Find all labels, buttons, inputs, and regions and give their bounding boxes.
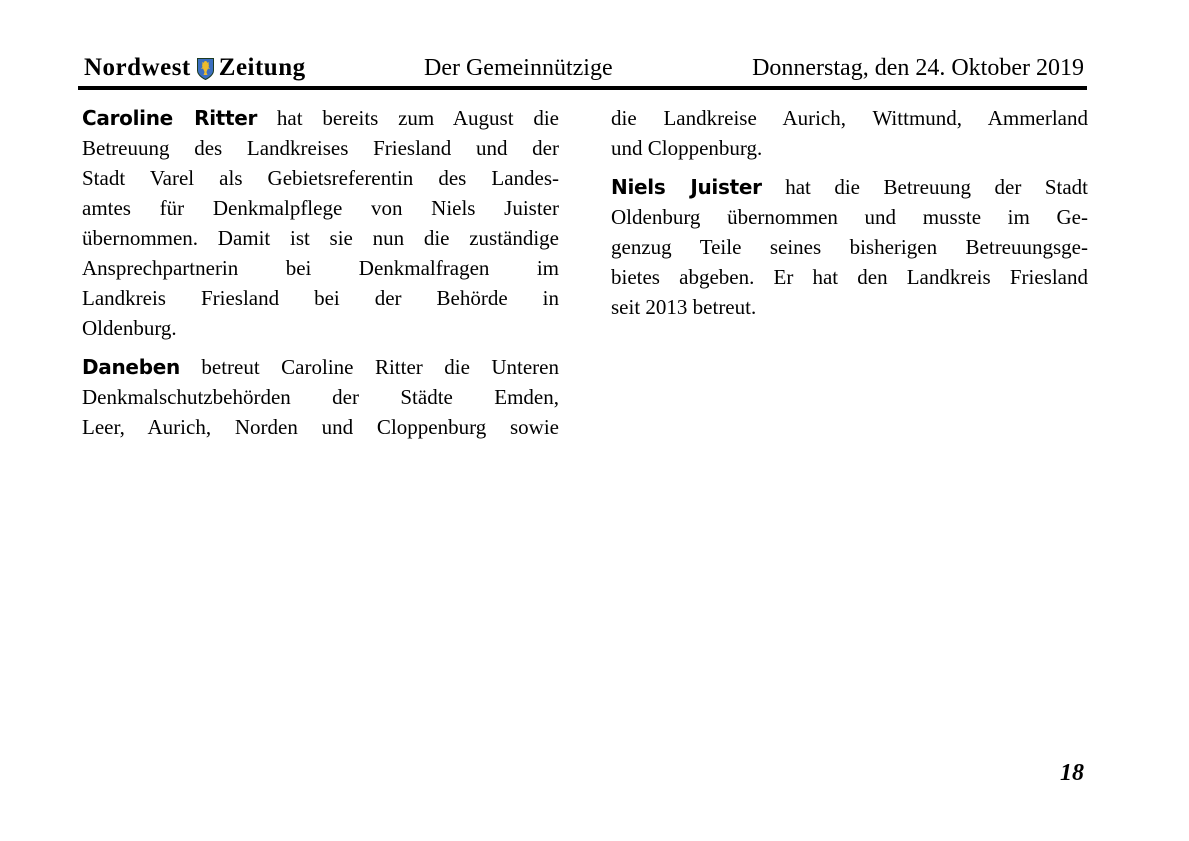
text-line: bietes abgeben. Er hat den Landkreis Friesland: [611, 265, 1088, 289]
text-line: genzug Teile seines bisherigen Betreuungsge-: [611, 235, 1088, 259]
text-line-rest: hat die Betreuung der Stadt: [785, 175, 1088, 199]
text-line: Denkmalschutzbehörden der Städte Emden,: [82, 385, 559, 409]
text-line-rest: betreut Caroline Ritter die Unteren: [201, 355, 559, 379]
masthead-right-text: Zeitung: [218, 54, 306, 81]
text-line: amtes für Denkmalpflege von Niels Juister: [82, 196, 559, 220]
text-line: [611, 172, 1088, 202]
paragraph-lead-name: Caroline Ritter: [82, 106, 258, 130]
text-line: Oldenburg.: [82, 316, 177, 340]
header-rule: [78, 86, 1087, 90]
paragraph-niels-juister: [611, 172, 1088, 322]
text-column-right: [611, 103, 1088, 331]
text-line: Stadt Varel als Gebietsreferentin des Landes-: [82, 166, 559, 190]
text-line: die Landkreise Aurich, Wittmund, Ammerland: [611, 106, 1088, 130]
page-number: 18: [1060, 760, 1084, 786]
text-line: und Cloppenburg.: [611, 136, 763, 160]
masthead-left-text: Nordwest: [84, 54, 191, 81]
text-line: Leer, Aurich, Norden und Cloppenburg sowie: [82, 415, 559, 439]
text-line: Ansprechpartnerin bei Denkmalfragen im: [82, 256, 559, 280]
paragraph-caroline-ritter: [82, 103, 559, 343]
text-line: Betreuung des Landkreises Friesland und der: [82, 136, 559, 160]
text-line: [82, 352, 559, 382]
paragraph-lead-name: Niels Juister: [611, 175, 762, 199]
text-line: [82, 103, 559, 133]
paragraph-continuation: [611, 103, 1088, 163]
section-title: Der Gemeinnützige: [424, 55, 613, 81]
text-line: seit 2013 betreut.: [611, 295, 757, 319]
masthead: [84, 54, 306, 82]
text-line: übernommen. Damit ist sie nun die zuständige: [82, 226, 559, 250]
edition-date: Donnerstag, den 24. Oktober 2019: [752, 55, 1084, 81]
text-line: Landkreis Friesland bei der Behörde in: [82, 286, 559, 310]
paragraph-daneben: [82, 352, 559, 442]
text-column-left: [82, 103, 559, 451]
text-line: Oldenburg übernommen und musste im Ge-: [611, 205, 1088, 229]
paragraph-lead-word: Daneben: [82, 355, 180, 379]
page-header: [80, 54, 1087, 86]
text-line-rest: hat bereits zum August die: [276, 106, 559, 130]
coat-of-arms-icon: [197, 58, 214, 80]
